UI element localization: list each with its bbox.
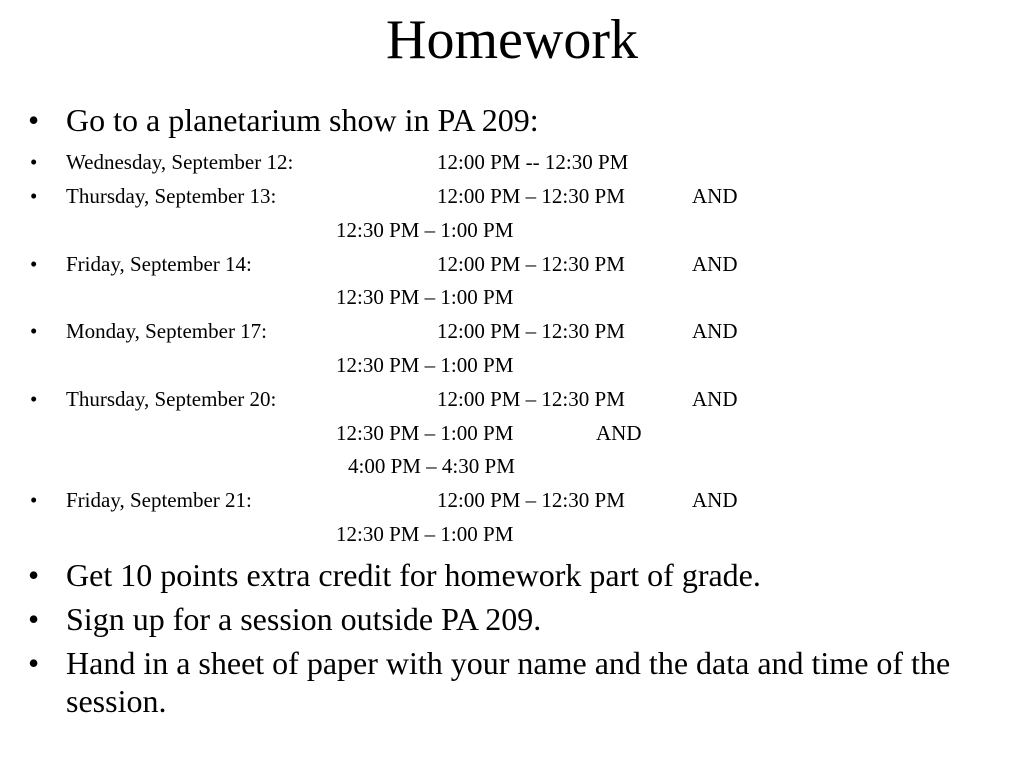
bullet-icon: • <box>30 184 38 208</box>
schedule-and: AND <box>692 488 738 512</box>
schedule-time: 12:30 PM – 1:00 PM <box>336 522 514 546</box>
bullet-icon: • <box>30 387 38 411</box>
schedule-time: 12:00 PM – 12:30 PM <box>437 387 625 411</box>
schedule-day: Friday, September 14: <box>66 252 252 276</box>
schedule-time: 12:00 PM – 12:30 PM <box>437 184 625 208</box>
bullet-icon: • <box>30 488 38 512</box>
bullet-icon: • <box>30 150 38 174</box>
note-text: Hand in a sheet of paper with your name and the data and time of the session. <box>66 645 951 719</box>
schedule-and: AND <box>692 252 738 276</box>
schedule-time: 12:30 PM – 1:00 PM <box>336 285 514 309</box>
schedule-time: 4:00 PM – 4:30 PM <box>348 454 515 478</box>
schedule-time: 12:30 PM – 1:00 PM <box>336 353 514 377</box>
bullet-icon: • <box>30 319 38 343</box>
schedule-day: Thursday, September 13: <box>66 184 277 208</box>
bullet-icon: • <box>28 557 40 593</box>
schedule-time: 12:00 PM -- 12:30 PM <box>437 150 629 174</box>
schedule-and: AND <box>692 387 738 411</box>
intro-text: Go to a planetarium show in PA 209: <box>66 102 539 138</box>
schedule-time: 12:00 PM – 12:30 PM <box>437 319 625 343</box>
bullet-icon: • <box>28 645 40 681</box>
note-sign-up <box>28 600 988 638</box>
schedule-and: AND <box>692 184 738 208</box>
note-extra-credit <box>28 556 988 594</box>
bullet-icon: • <box>28 601 40 637</box>
schedule-day: Friday, September 21: <box>66 488 252 512</box>
schedule-and: AND <box>692 319 738 343</box>
schedule-time: 12:00 PM – 12:30 PM <box>437 488 625 512</box>
schedule-time: 12:30 PM – 1:00 PM <box>336 421 514 445</box>
schedule-day: Wednesday, September 12: <box>66 150 294 174</box>
note-text: Sign up for a session outside PA 209. <box>66 601 542 637</box>
schedule-day: Monday, September 17: <box>66 319 268 343</box>
schedule-time: 12:00 PM – 12:30 PM <box>437 252 625 276</box>
bullet-icon: • <box>28 102 40 138</box>
schedule-time: 12:30 PM – 1:00 PM <box>336 218 514 242</box>
note-hand-in <box>28 644 988 720</box>
bullet-icon: • <box>30 252 38 276</box>
note-text: Get 10 points extra credit for homework part of grade. <box>66 557 761 593</box>
intro-bullet <box>28 101 988 139</box>
schedule-and: AND <box>596 421 642 445</box>
slide-title: Homework <box>386 9 638 71</box>
schedule-day: Thursday, September 20: <box>66 387 277 411</box>
